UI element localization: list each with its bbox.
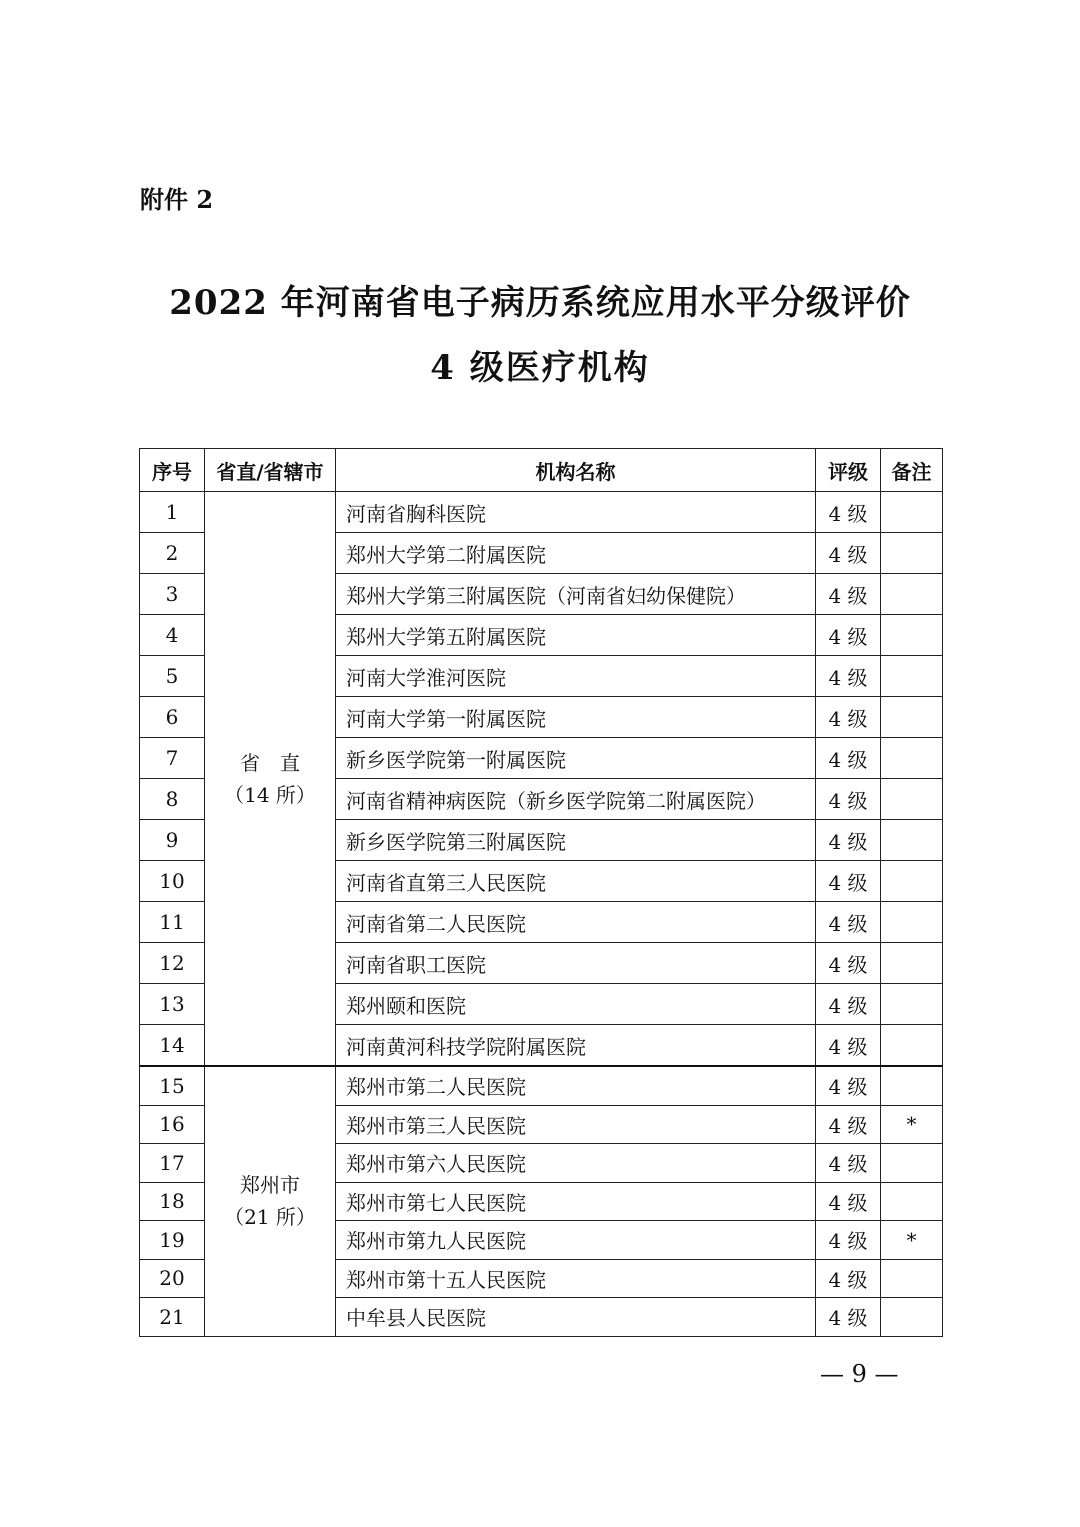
row-number: 17 [140,1144,205,1183]
remark [881,820,943,861]
remark: * [881,1221,943,1260]
attachment-label: 附件 2 [140,185,214,214]
region-group-cell [205,492,336,1067]
grade-level: 4 级 [816,820,881,861]
region-label: 省 直 [240,750,300,775]
institution-name: 郑州市第七人民医院 [336,1182,816,1221]
row-number: 18 [140,1182,205,1221]
institution-name: 郑州市第六人民医院 [336,1144,816,1183]
row-number: 4 [140,615,205,656]
institution-name: 河南省胸科医院 [336,492,816,533]
remark: * [881,1105,943,1144]
row-number: 11 [140,902,205,943]
document-title-line-2: 4 级医疗机构 [430,348,650,388]
row-number: 9 [140,820,205,861]
grade-level: 4 级 [816,1298,881,1337]
grade-level: 4 级 [816,1105,881,1144]
grade-level: 4 级 [816,1221,881,1260]
row-number: 10 [140,861,205,902]
header-level: 评级 [816,449,881,492]
row-number: 5 [140,656,205,697]
row-number: 14 [140,1025,205,1067]
table-header-row [140,449,943,492]
remark [881,1259,943,1298]
header-name: 机构名称 [336,449,816,492]
grade-level: 4 级 [816,779,881,820]
row-number: 7 [140,738,205,779]
document-title-line-1: 2022 年河南省电子病历系统应用水平分级评价 [169,283,911,323]
row-number: 21 [140,1298,205,1337]
grade-level: 4 级 [816,861,881,902]
remark [881,1144,943,1183]
remark [881,861,943,902]
grade-level: 4 级 [816,574,881,615]
header-region: 省直/省辖市 [205,449,336,492]
grade-level: 4 级 [816,656,881,697]
row-number: 6 [140,697,205,738]
grade-level: 4 级 [816,902,881,943]
grade-level: 4 级 [816,1025,881,1067]
row-number: 2 [140,533,205,574]
remark [881,1298,943,1337]
grade-level: 4 级 [816,1182,881,1221]
row-number: 3 [140,574,205,615]
remark [881,943,943,984]
region-label: 郑州市 [240,1173,300,1198]
institution-name: 中牟县人民医院 [336,1298,816,1337]
region-group-cell [205,1066,336,1336]
remark [881,533,943,574]
institution-name: 河南省直第三人民医院 [336,861,816,902]
table-row [140,492,943,533]
row-number: 15 [140,1066,205,1105]
remark [881,656,943,697]
grade-level: 4 级 [816,1259,881,1298]
remark [881,615,943,656]
grade-level: 4 级 [816,738,881,779]
grade-level: 4 级 [816,697,881,738]
institution-table [139,448,943,1337]
grade-level: 4 级 [816,984,881,1025]
grade-level: 4 级 [816,492,881,533]
institution-name: 郑州大学第二附属医院 [336,533,816,574]
row-number: 12 [140,943,205,984]
table-section-provincial [140,492,943,1067]
table-section-zhengzhou [140,1066,943,1336]
grade-level: 4 级 [816,1066,881,1105]
remark [881,1182,943,1221]
row-number: 8 [140,779,205,820]
institution-name: 河南省精神病医院（新乡医学院第二附属医院） [336,779,816,820]
grade-level: 4 级 [816,1144,881,1183]
header-remark: 备注 [881,449,943,492]
institution-name: 河南省职工医院 [336,943,816,984]
remark [881,1066,943,1105]
grade-level: 4 级 [816,533,881,574]
institution-name: 河南大学淮河医院 [336,656,816,697]
header-no: 序号 [140,449,205,492]
row-number: 1 [140,492,205,533]
institution-name: 郑州市第十五人民医院 [336,1259,816,1298]
region-count: （21 所） [224,1205,316,1230]
grade-level: 4 级 [816,615,881,656]
table-row [140,1066,943,1105]
institution-name: 新乡医学院第一附属医院 [336,738,816,779]
row-number: 13 [140,984,205,1025]
page-number: — 9 — [820,1360,899,1388]
institution-name: 河南黄河科技学院附属医院 [336,1025,816,1067]
remark [881,902,943,943]
remark [881,574,943,615]
region-count: （14 所） [224,782,316,807]
institution-name: 郑州颐和医院 [336,984,816,1025]
row-number: 19 [140,1221,205,1260]
institution-name: 新乡医学院第三附属医院 [336,820,816,861]
institution-name: 郑州市第九人民医院 [336,1221,816,1260]
remark [881,1025,943,1067]
institution-name: 郑州市第二人民医院 [336,1066,816,1105]
institution-name: 河南大学第一附属医院 [336,697,816,738]
remark [881,492,943,533]
grade-level: 4 级 [816,943,881,984]
remark [881,697,943,738]
row-number: 20 [140,1259,205,1298]
institution-name: 郑州市第三人民医院 [336,1105,816,1144]
remark [881,738,943,779]
institution-name: 河南省第二人民医院 [336,902,816,943]
row-number: 16 [140,1105,205,1144]
institution-name: 郑州大学第五附属医院 [336,615,816,656]
remark [881,984,943,1025]
remark [881,779,943,820]
institution-name: 郑州大学第三附属医院（河南省妇幼保健院） [336,574,816,615]
